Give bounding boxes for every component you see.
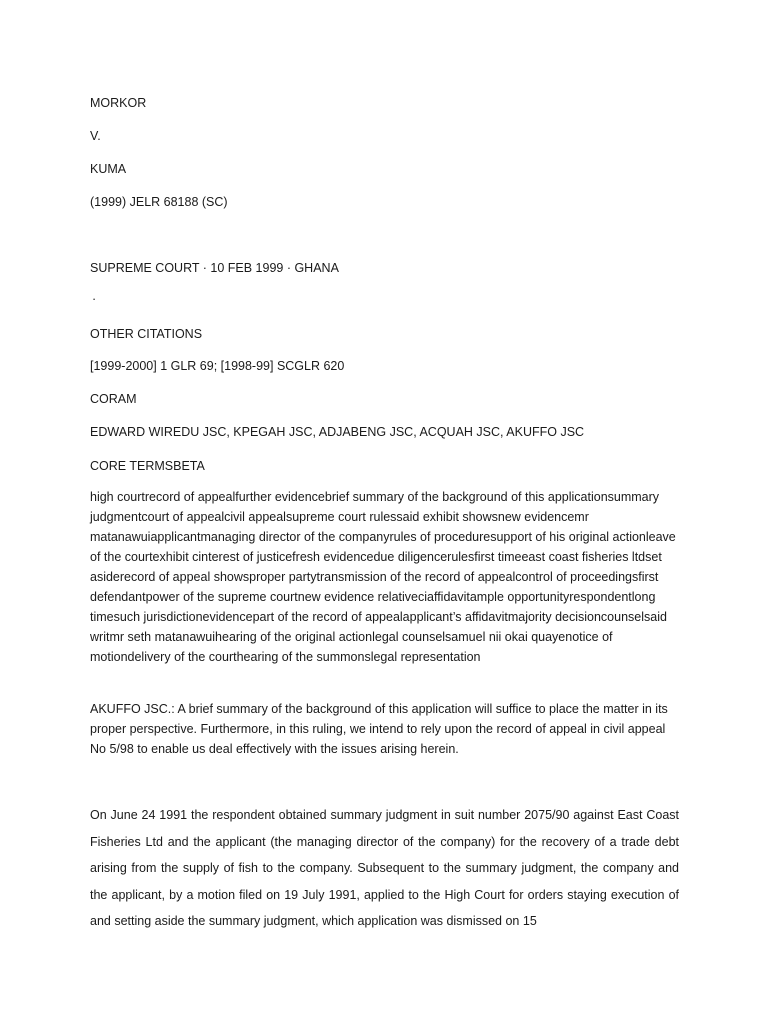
case-citation: (1999) JELR 68188 (SC) bbox=[90, 195, 228, 209]
separator-dot: · bbox=[92, 292, 97, 306]
coram-judges: EDWARD WIREDU JSC, KPEGAH JSC, ADJABENG JSC, ACQUAH JSC, AKUFFO JSC bbox=[90, 425, 585, 439]
court-date-jurisdiction: SUPREME COURT · 10 FEB 1999 · GHANA bbox=[90, 261, 339, 275]
party-1: MORKOR bbox=[90, 96, 147, 110]
other-citations-value: [1999-2000] 1 GLR 69; [1998-99] SCGLR 620 bbox=[90, 359, 345, 373]
versus-label: V. bbox=[90, 129, 101, 143]
opinion-intro: AKUFFO JSC.: A brief summary of the background of this application will suffice to place the matter in its proper perspective. Furthermore, in this ruling, we intend to rely upon the record of appeal in civil appeal No 5/98 to enable us deal effectively with the issues arising herein. bbox=[90, 702, 668, 756]
core-terms-list: high courtrecord of appealfurther evidencebrief summary of the background of this applicationsummary judgmentcourt of appealcivil appealsupreme court rulessaid exhibit showsnew evidencemr matanawuiapplicantmanaging director of the companyrules of proceduresupport of his original actionleave of the courtexhibit cinterest of justicefresh evidencedue diligencerulesfirst timeeast coast fisheries ltdset asiderecord of appeal showsproper partytransmission of the record of appealcontrol of proceedingsfirst defendantpower of the supreme courtnew evidence relativeciaffidavitample opportunityrespondentlong timesuch jurisdictionevidencepart of the record of appealapplicant’s affidavitmajority decisioncounselsaid writmr seth matanawuihearing of the original actionlegal counselsamuel nii okai quayenotice of motiondelivery of the courthearing of the summonslegal representation bbox=[90, 490, 676, 664]
party-2: KUMA bbox=[90, 162, 127, 176]
coram-heading: CORAM bbox=[90, 392, 137, 406]
opinion-paragraph: On June 24 1991 the respondent obtained summary judgment in suit number 2075/90 against East Coast Fisheries Ltd and the applicant (the managing director of the company) for the recovery of a trade debt arising from the supply of fish to the company. Subsequent to the summary judgment, the company and the applicant, by a motion filed on 19 July 1991, applied to the High Court for orders staying execution of and setting aside the summary judgment, which application was dismissed on 15 bbox=[90, 808, 679, 928]
core-terms-heading: CORE TERMSBETA bbox=[90, 459, 205, 473]
other-citations-heading: OTHER CITATIONS bbox=[90, 327, 203, 341]
